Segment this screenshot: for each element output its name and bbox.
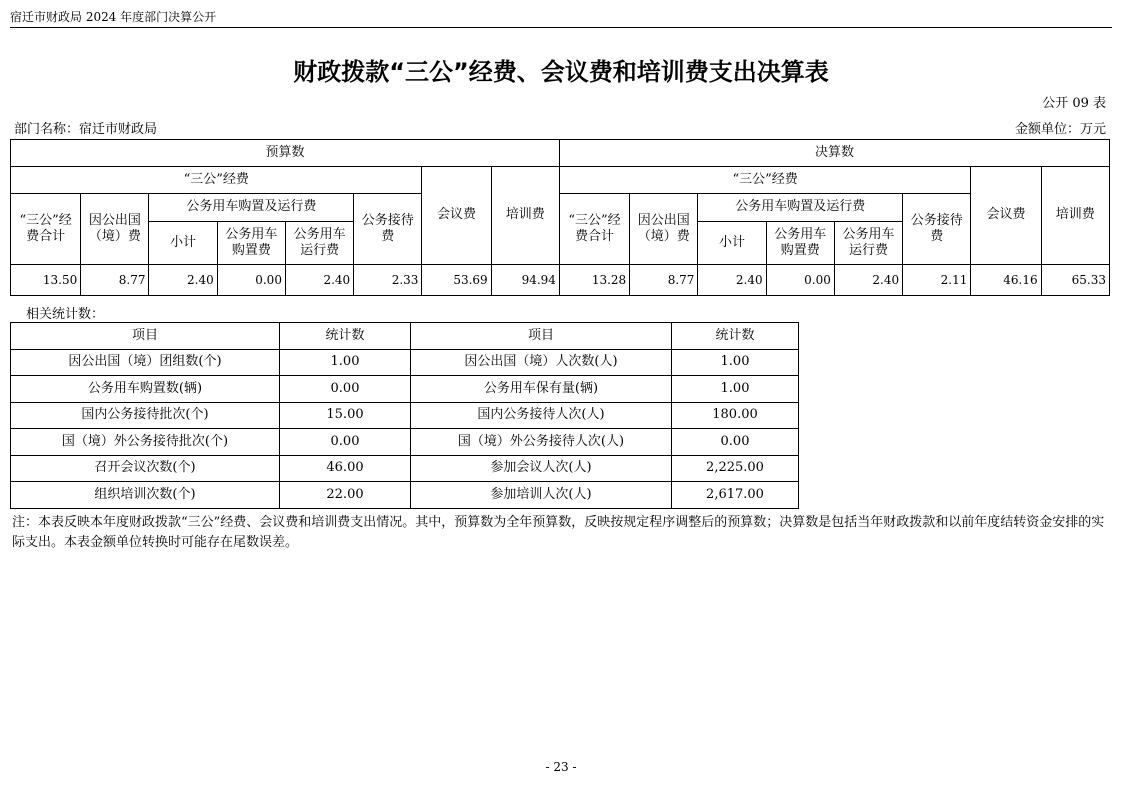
table-cell: 0.00 [280,376,411,403]
budget-car-operation-header: 公务用车运行费 [285,222,353,265]
table-cell: 2.40 [834,265,902,296]
table-row [11,376,799,403]
table-row [11,429,799,456]
amount-unit: 金额单位：万元 [1014,122,1106,137]
budget-training-header: 培训费 [491,167,559,265]
final-header: 决算数 [559,140,1109,167]
table-cell: 参加会议人次(人) [411,455,672,482]
table-cell: 1.00 [280,349,411,376]
column-header: 统计数 [672,323,799,350]
table-cell: 2.40 [149,265,217,296]
budget-reception-header: 公务接待费 [354,194,422,265]
table-cell: 8.77 [81,265,149,296]
final-car-operation-header: 公务用车运行费 [834,222,902,265]
table-cell: 94.94 [491,265,559,296]
table-cell: 22.00 [280,482,411,509]
final-reception-header: 公务接待费 [903,194,971,265]
final-sangong-header: “三公”经费 [559,167,970,194]
table-cell: 因公出国（境）人次数(人) [411,349,672,376]
table-number: 公开 09 表 [1042,96,1106,111]
table-cell: 65.33 [1041,265,1109,296]
table-cell: 0.00 [766,265,834,296]
table-cell: 国（境）外公务接待人次(人) [411,429,672,456]
stats-table [10,322,799,509]
final-car-purchase-header: 公务用车购置费 [766,222,834,265]
running-header: 宿迁市财政局 2024 年度部门决算公开 [10,10,217,24]
page-title: 财政拨款“三公”经费、会议费和培训费支出决算表 [293,58,829,86]
table-cell: 1.00 [672,349,799,376]
expense-table [10,139,1110,296]
budget-subtotal-header: 小计 [149,222,217,265]
table-cell: 46.16 [971,265,1041,296]
final-sangong-total-header: “三公”经费合计 [559,194,629,265]
final-training-header: 培训费 [1041,167,1109,265]
stats-caption: 相关统计数： [26,307,105,322]
table-cell: 0.00 [217,265,285,296]
table-cell: 1.00 [672,376,799,403]
final-subtotal-header: 小计 [698,222,766,265]
column-header: 项目 [411,323,672,350]
final-car-group-header: 公务用车购置及运行费 [698,194,903,222]
table-cell: 公务用车购置数(辆) [11,376,280,403]
table-row [11,402,799,429]
table-header-row [11,323,799,350]
table-cell: 2.40 [285,265,353,296]
column-header: 项目 [11,323,280,350]
table-cell: 8.77 [630,265,698,296]
column-header: 统计数 [280,323,411,350]
budget-car-group-header: 公务用车购置及运行费 [149,194,354,222]
table-row [11,455,799,482]
department-name: 部门名称：宿迁市财政局 [14,122,158,137]
table-note: 注：本表反映本年度财政拨款“三公”经费、会议费和培训费支出情况。其中，预算数为全年预算数，反映按规定程序调整后的预算数；决算数是包括当年财政拨款和以前年度结转资金安排的实际支出。本表金额单位转换时可能存在尾数误差。 [12,515,1105,550]
table-cell: 2.33 [354,265,422,296]
table-cell: 国内公务接待批次(个) [11,402,280,429]
table-cell: 15.00 [280,402,411,429]
table-cell: 组织培训次数(个) [11,482,280,509]
page-number: - 23 - [545,760,577,774]
table-cell: 180.00 [672,402,799,429]
table-cell: 46.00 [280,455,411,482]
table-cell: 参加培训人次(人) [411,482,672,509]
table-cell: 13.28 [559,265,629,296]
table-row [11,349,799,376]
budget-car-purchase-header: 公务用车购置费 [217,222,285,265]
table-row [11,265,1110,296]
table-cell: 53.69 [422,265,491,296]
table-cell: 2.11 [903,265,971,296]
budget-meeting-header: 会议费 [422,167,491,265]
table-cell: 2.40 [698,265,766,296]
table-cell: 0.00 [672,429,799,456]
table-cell: 因公出国（境）团组数(个) [11,349,280,376]
table-cell: 国内公务接待人次(人) [411,402,672,429]
final-meeting-header: 会议费 [971,167,1041,265]
table-cell: 0.00 [280,429,411,456]
header-rule [10,27,1112,28]
budget-sangong-header: “三公”经费 [11,167,422,194]
table-cell: 2,225.00 [672,455,799,482]
budget-header: 预算数 [11,140,560,167]
table-cell: 国（境）外公务接待批次(个) [11,429,280,456]
table-cell: 召开会议次数(个) [11,455,280,482]
table-row [11,482,799,509]
final-travel-header: 因公出国（境）费 [630,194,698,265]
table-cell: 2,617.00 [672,482,799,509]
budget-sangong-total-header: “三公”经费合计 [11,194,81,265]
table-cell: 13.50 [11,265,81,296]
table-cell: 公务用车保有量(辆) [411,376,672,403]
budget-travel-header: 因公出国（境）费 [81,194,149,265]
